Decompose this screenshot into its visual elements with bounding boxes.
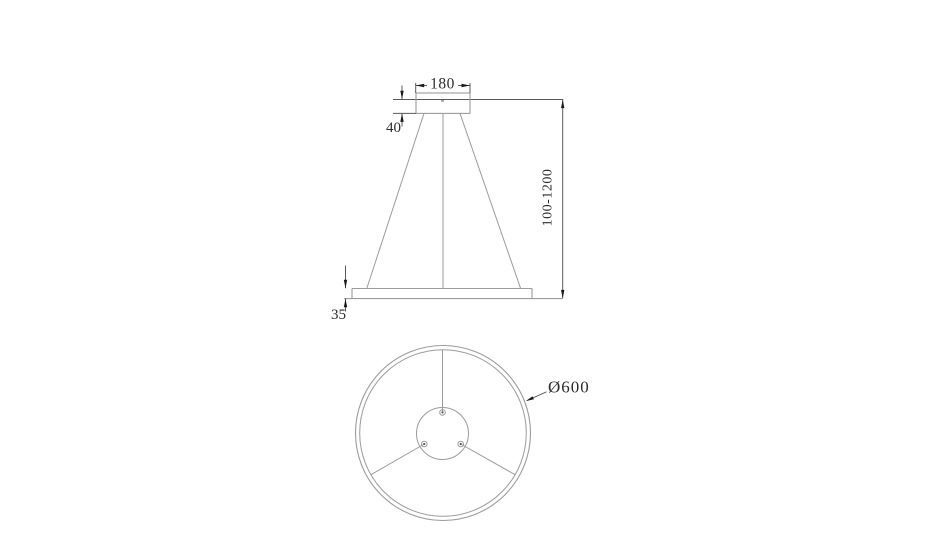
dimension-arrow-right [462,84,471,87]
dimension-suspension-height [541,100,565,299]
mounting-hole-left-center [423,443,425,445]
canopy-outline [416,93,470,113]
leader-arrow [526,396,534,401]
dimension-canopy-drop [386,86,404,137]
mounting-hole-top-center [441,411,443,413]
dimension-arrow-top [344,280,347,289]
ring-thickness-label: 35 [331,307,346,323]
plan-view [356,346,590,521]
dimension-arrow-bottom [561,290,564,299]
ring-inner-circle [360,350,527,517]
ring-diameter-label: Ø600 [548,377,590,397]
dimension-arrow-bottom [344,299,347,308]
dimension-arrow-left [416,84,425,87]
dimension-arrow-top [561,100,564,109]
suspension-cable-right [460,113,521,288]
suspension-cable-left [367,113,424,288]
side-view [331,76,564,324]
canopy-width-label: 180 [430,75,455,93]
mounting-hole-right-center [460,443,462,445]
dimension-ring-diameter [526,378,590,402]
suspension-height-label: 100-1200 [540,168,556,227]
canopy-drop-label: 40 [386,120,401,136]
dimension-canopy-width [416,76,470,94]
ring-profile [344,289,563,299]
dimension-arrow-top [400,91,403,100]
mounting-holes [422,410,464,447]
dimension-ring-thickness [331,266,347,324]
